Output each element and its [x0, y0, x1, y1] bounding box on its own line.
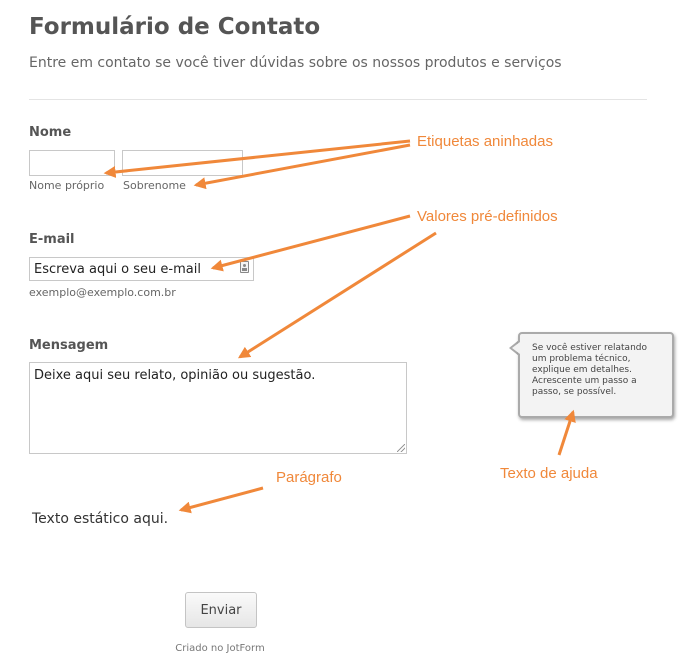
tooltip-pointer-inner: [512, 342, 520, 354]
message-field-wrapper: [29, 362, 407, 454]
help-tooltip: Se você estiver relatando um problema técnico, explique em detalhes. Acrescente um passo a passo, se possível.: [518, 332, 674, 418]
annotation-default-values: Valores pré-definidos: [417, 208, 558, 225]
footer-credit: Criado no JotForm: [175, 643, 265, 654]
form-subtitle: Entre em contato se você tiver dúvidas sobre os nossos produtos e serviços: [29, 55, 562, 71]
arrow-to-message: [240, 233, 436, 357]
header-divider: [29, 99, 647, 100]
message-label: Mensagem: [29, 338, 109, 353]
submit-button[interactable]: Enviar: [185, 592, 257, 628]
form-title: Formulário de Contato: [29, 14, 321, 40]
email-field-wrapper: [29, 257, 254, 281]
last-name-sublabel: Sobrenome: [123, 179, 186, 192]
message-textarea[interactable]: [29, 362, 407, 454]
contact-card-icon[interactable]: [240, 261, 249, 273]
arrow-to-static-text: [181, 488, 263, 510]
email-label: E-mail: [29, 232, 75, 247]
resize-handle[interactable]: [397, 444, 405, 452]
first-name-input[interactable]: [29, 150, 115, 176]
first-name-sublabel: Nome próprio: [29, 179, 105, 192]
last-name-input[interactable]: [122, 150, 243, 176]
static-paragraph: Texto estático aqui.: [32, 511, 169, 527]
annotation-help-text: Texto de ajuda: [500, 465, 598, 482]
annotation-nested-labels: Etiquetas aninhadas: [417, 133, 553, 150]
name-label: Nome: [29, 125, 72, 140]
annotation-paragraph: Parágrafo: [276, 469, 342, 486]
email-sublabel: exemplo@exemplo.com.br: [29, 286, 176, 299]
arrow-to-tooltip: [559, 412, 573, 455]
email-input[interactable]: [29, 257, 254, 281]
